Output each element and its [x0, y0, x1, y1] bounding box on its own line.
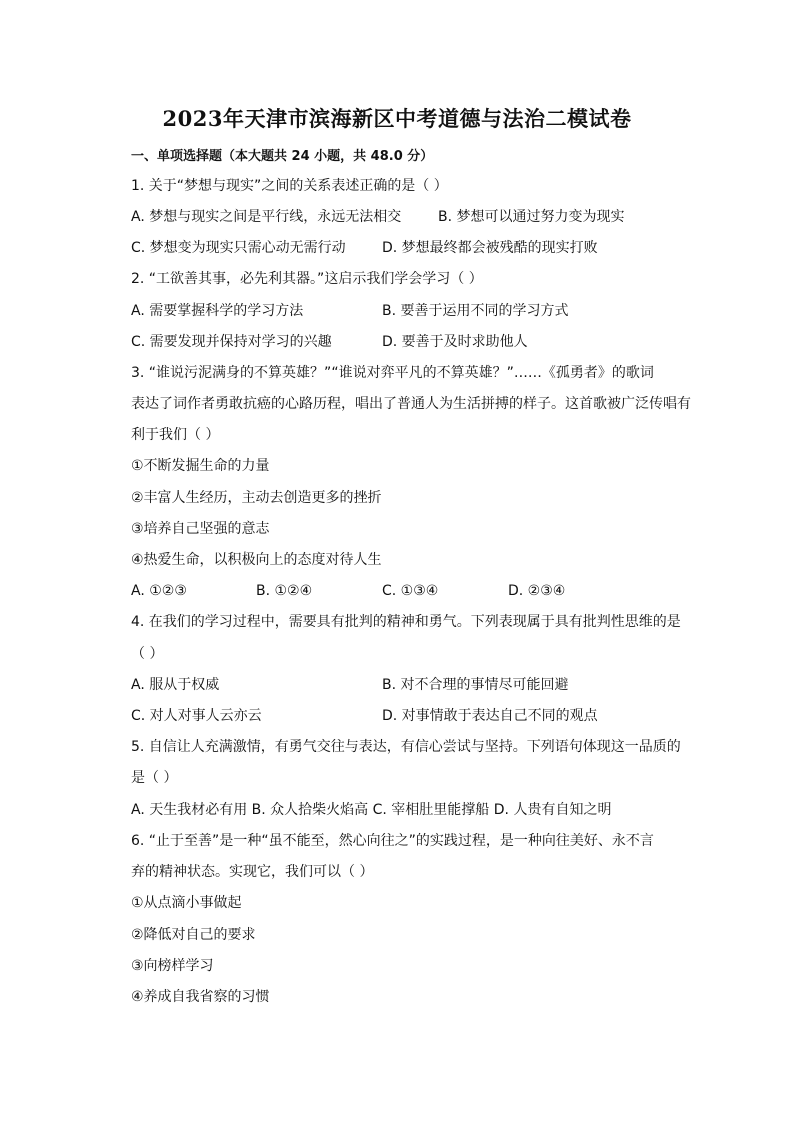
question-4-option-b: B. 对不合理的事情尽可能回避	[382, 677, 569, 693]
question-3-option-c: C. ①③④	[382, 583, 439, 599]
question-3-statement-1: ①不断发掘生命的力量	[131, 458, 270, 474]
question-6-stem-line-2: 弃的精神状态。实现它，我们可以（ ）	[131, 864, 374, 880]
question-1-option-a: A. 梦想与现实之间是平行线，永远无法相交	[131, 209, 402, 225]
question-6-statement-1: ①从点滴小事做起	[131, 895, 242, 911]
question-4-option-c: C. 对人对事人云亦云	[131, 708, 262, 724]
question-6-statement-4: ④养成自我省察的习惯	[131, 989, 270, 1005]
question-5-stem-line-1: 5. 自信让人充满激情，有勇气交往与表达，有信心尝试与坚持。下列语句体现这一品质的	[131, 739, 681, 755]
question-4-option-d: D. 对事情敢于表达自己不同的观点	[382, 708, 598, 724]
question-3-statement-3: ③培养自己坚强的意志	[131, 521, 270, 537]
question-2-option-c: C. 需要发现并保持对学习的兴趣	[131, 334, 332, 350]
question-4-stem-line-1: 4. 在我们的学习过程中，需要具有批判的精神和勇气。下列表现属于具有批判性思维的是	[131, 614, 681, 630]
question-1-option-b: B. 梦想可以通过努力变为现实	[438, 209, 625, 225]
question-1-stem: 1. 关于“梦想与现实”之间的关系表述正确的是（ ）	[131, 178, 448, 194]
question-4-stem-line-2: （ ）	[131, 646, 164, 662]
section-heading: 一、单项选择题（本大题共 24 小题，共 48.0 分）	[131, 149, 434, 164]
question-3-statement-4: ④热爱生命，以积极向上的态度对待人生	[131, 552, 382, 568]
question-2-option-d: D. 要善于及时求助他人	[382, 334, 528, 350]
question-6-statement-3: ③向榜样学习	[131, 958, 214, 974]
question-2-stem: 2. “工欲善其事，必先利其器。”这启示我们学会学习（ ）	[131, 271, 483, 287]
question-5-options: A. 天生我材必有用 B. 众人拾柴火焰高 C. 宰相肚里能撑船 D. 人贵有自知之明	[131, 802, 612, 818]
exam-title: 2023年天津市滨海新区中考道德与法治二模试卷	[162, 106, 632, 131]
question-3-stem-line-2: 表达了词作者勇敢抗癌的心路历程，唱出了普通人为生活拼搏的样子。这首歌被广泛传唱有	[131, 396, 691, 412]
question-3-stem-line-3: 利于我们（ ）	[131, 427, 220, 443]
question-6-statement-2: ②降低对自己的要求	[131, 927, 256, 943]
question-1-option-c: C. 梦想变为现实只需心动无需行动	[131, 240, 346, 256]
question-3-option-b: B. ①②④	[256, 583, 313, 599]
question-6-stem-line-1: 6. “止于至善”是一种“虽不能至，然心向往之”的实践过程，是一种向往美好、永不言	[131, 833, 654, 849]
question-3-option-d: D. ②③④	[508, 583, 566, 599]
question-3-option-a: A. ①②③	[131, 583, 187, 599]
question-3-statement-2: ②丰富人生经历，主动去创造更多的挫折	[131, 490, 382, 506]
question-4-option-a: A. 服从于权威	[131, 677, 220, 693]
question-2-option-a: A. 需要掌握科学的学习方法	[131, 303, 304, 319]
question-3-stem-line-1: 3. “谁说污泥满身的不算英雄？”“谁说对弈平凡的不算英雄？”……《孤勇者》的歌词	[131, 365, 654, 381]
question-2-option-b: B. 要善于运用不同的学习方式	[382, 303, 569, 319]
question-5-stem-line-2: 是（ ）	[131, 770, 178, 786]
question-1-option-d: D. 梦想最终都会被残酷的现实打败	[382, 240, 598, 256]
